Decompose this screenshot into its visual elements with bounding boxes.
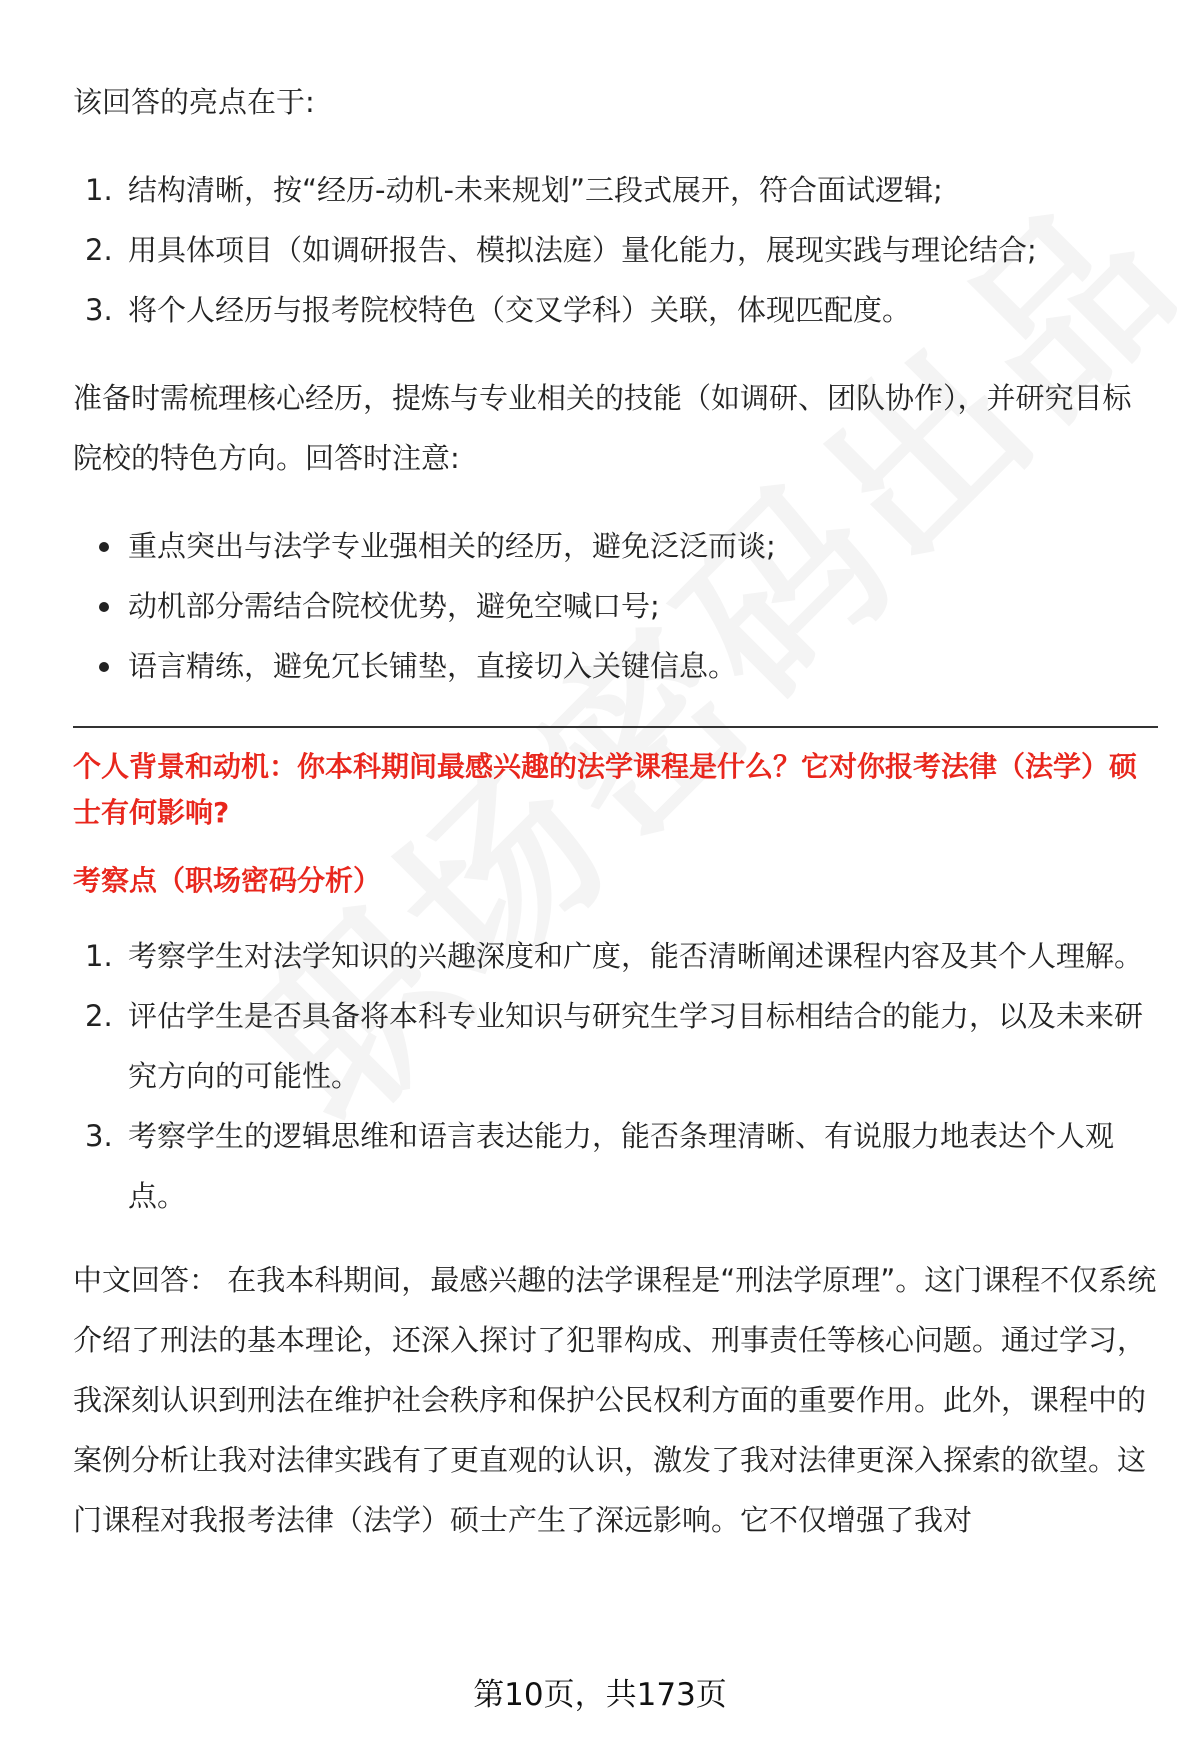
highlights-list <box>73 160 1158 340</box>
examine-points-list <box>73 926 1158 1226</box>
examine-heading: 考察点（职场密码分析） <box>73 864 382 897</box>
list-item <box>73 1106 1158 1226</box>
list-item-text: 语言精练，避免冗长铺垫，直接切入关键信息。 <box>128 649 738 683</box>
bullet-icon <box>99 662 109 672</box>
list-item <box>73 986 1158 1106</box>
list-item <box>73 160 1158 220</box>
list-item-text: 评估学生是否具备将本科专业知识与研究生学习目标相结合的能力，以及未来研究方向的可能性。 <box>128 999 1144 1093</box>
list-number: 3. <box>85 1119 113 1153</box>
list-item-text: 结构清晰，按“经历-动机-未来规划”三段式展开，符合面试逻辑; <box>128 173 943 207</box>
list-item <box>73 636 1158 696</box>
section-divider <box>73 726 1158 728</box>
answer-paragraph: 中文回答： 在我本科期间，最感兴趣的法学课程是“刑法学原理”。这门课程不仅系统介绍了刑法的基本理论，还深入探讨了犯罪构成、刑事责任等核心问题。通过学习，我深刻认识到刑法在维护社会秩序和保护公民权利方面的重要作用。此外，课程中的案例分析让我对法律实践有了更直观的认识，激发了我对法律更深入探索的欲望。这门课程对我报考法律（法学）硕士产生了深远影响。它不仅增强了我对 <box>73 1263 1157 1537</box>
list-number: 2. <box>85 233 113 267</box>
page-content <box>73 72 1158 1550</box>
list-item-text: 将个人经历与报考院校特色（交叉学科）关联，体现匹配度。 <box>128 293 912 327</box>
page-number: 第10页，共173页 <box>473 1677 727 1713</box>
list-item <box>73 576 1158 636</box>
list-item <box>73 516 1158 576</box>
list-number: 1. <box>85 939 113 973</box>
bullet-icon <box>99 602 109 612</box>
prep-paragraph: 准备时需梳理核心经历，提炼与专业相关的技能（如调研、团队协作），并研究目标院校的特色方向。回答时注意: <box>73 381 1132 475</box>
list-item-text: 动机部分需结合院校优势，避免空喊口号; <box>128 589 660 623</box>
list-number: 1. <box>85 173 113 207</box>
bullet-icon <box>99 542 109 552</box>
list-number: 3. <box>85 293 113 327</box>
list-item <box>73 280 1158 340</box>
list-number: 2. <box>85 999 113 1033</box>
question-heading: 个人背景和动机：你本科期间最感兴趣的法学课程是什么？它对你报考法律（法学）硕士有何影响? <box>73 750 1138 829</box>
list-item-text: 用具体项目（如调研报告、模拟法庭）量化能力，展现实践与理论结合; <box>128 233 1037 267</box>
tips-list <box>73 516 1158 696</box>
list-item-text: 考察学生对法学知识的兴趣深度和广度，能否清晰阐述课程内容及其个人理解。 <box>128 939 1144 973</box>
list-item-text: 重点突出与法学专业强相关的经历，避免泛泛而谈; <box>128 529 776 563</box>
list-item <box>73 220 1158 280</box>
list-item-text: 考察学生的逻辑思维和语言表达能力，能否条理清晰、有说服力地表达个人观点。 <box>128 1119 1115 1213</box>
intro-text: 该回答的亮点在于: <box>73 85 315 119</box>
list-item <box>73 926 1158 986</box>
